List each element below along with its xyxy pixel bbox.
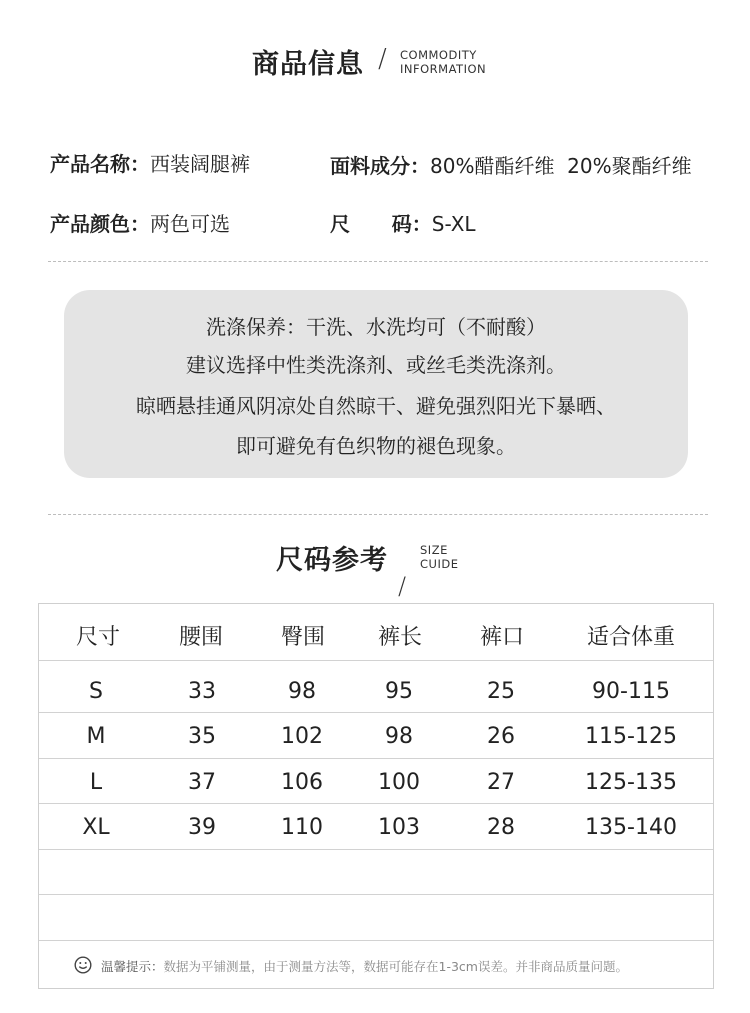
table-cell: 125-135: [585, 770, 677, 795]
info-label: 产品名称：: [50, 152, 150, 176]
subtitle-line: COMMODITY: [400, 48, 477, 62]
info-product-color: [50, 208, 230, 237]
section-title-commodity: 商品信息: [252, 49, 364, 80]
table-cell: 98: [385, 724, 413, 749]
table-cell: 115-125: [585, 724, 677, 749]
table-cell: 25: [487, 679, 515, 704]
section-title-size: 尺码参考: [276, 545, 388, 576]
info-label: 产品颜色：: [50, 212, 150, 236]
table-row-divider: [39, 803, 713, 804]
title-divider-slash: /: [398, 572, 407, 600]
table-cell: 103: [378, 815, 420, 840]
title-divider-slash: /: [378, 44, 387, 74]
table-row-divider: [39, 712, 713, 713]
table-cell: 26: [487, 724, 515, 749]
care-instructions-box: [64, 290, 688, 478]
table-cell: 33: [188, 679, 216, 704]
table-cell: 110: [281, 815, 323, 840]
table-cell: M: [86, 724, 106, 749]
info-label: 面料成分：: [330, 154, 430, 178]
note-text: 数据为平铺测量，由于测量方法等，数据可能存在1-3cm误差。并非商品质量问题。: [163, 959, 628, 974]
table-row-divider: [39, 894, 713, 895]
table-cell: 102: [281, 724, 323, 749]
table-row-divider: [39, 940, 713, 941]
table-cell: 135-140: [585, 815, 677, 840]
table-cell: L: [89, 770, 103, 795]
table-header-cell: 尺寸: [75, 625, 121, 650]
table-cell: S: [89, 679, 103, 704]
info-value: 两色可选: [150, 212, 230, 236]
table-header-cell: 适合体重: [586, 625, 676, 650]
table-cell: 35: [188, 724, 216, 749]
care-line: 即可避免有色织物的褪色现象。: [236, 434, 516, 458]
size-table: [38, 603, 714, 989]
table-header-cell: 臀围: [280, 625, 326, 650]
divider-dashed: [48, 514, 708, 515]
info-product-name: [50, 148, 250, 177]
section-subtitle-commodity: [400, 48, 486, 76]
table-header-cell: 裤长: [377, 625, 423, 650]
table-cell: 100: [378, 770, 420, 795]
table-cell: 98: [288, 679, 316, 704]
table-cell: 37: [188, 770, 216, 795]
info-value: 80%醋酯纤维 20%聚酯纤维: [430, 154, 692, 178]
info-value: S-XL: [431, 212, 476, 236]
care-line: 晾晒悬挂通风阴凉处自然晾干、避免强烈阳光下暴晒、: [136, 394, 616, 418]
table-cell: XL: [82, 815, 110, 840]
care-line: 建议选择中性类洗涤剂、或丝毛类洗涤剂。: [186, 353, 566, 377]
table-row-divider: [39, 660, 713, 661]
care-line: 洗涤保养：干洗、水洗均可（不耐酸）: [206, 315, 546, 339]
table-row-divider: [39, 758, 713, 759]
info-value: 西装阔腿裤: [150, 152, 250, 176]
info-size: [330, 208, 476, 237]
info-fabric: [330, 150, 692, 179]
smiley-icon: [74, 956, 92, 974]
table-header-cell: 腰围: [178, 625, 224, 650]
table-cell: 27: [487, 770, 515, 795]
table-cell: 106: [281, 770, 323, 795]
section-subtitle-size: [420, 543, 458, 571]
subtitle-line: SIZE: [420, 543, 448, 557]
note-label: 温馨提示：: [101, 959, 164, 974]
table-row-divider: [39, 849, 713, 850]
subtitle-line: CUIDE: [420, 557, 459, 571]
table-cell: 90-115: [592, 679, 670, 704]
table-cell: 95: [385, 679, 413, 704]
table-header-cell: 裤口: [479, 625, 525, 650]
table-cell: 28: [487, 815, 515, 840]
divider-dashed: [48, 261, 708, 262]
info-label: 尺 码：: [330, 212, 432, 236]
subtitle-line: INFORMATION: [400, 62, 487, 76]
table-cell: 39: [188, 815, 216, 840]
measurement-note: [101, 957, 628, 975]
